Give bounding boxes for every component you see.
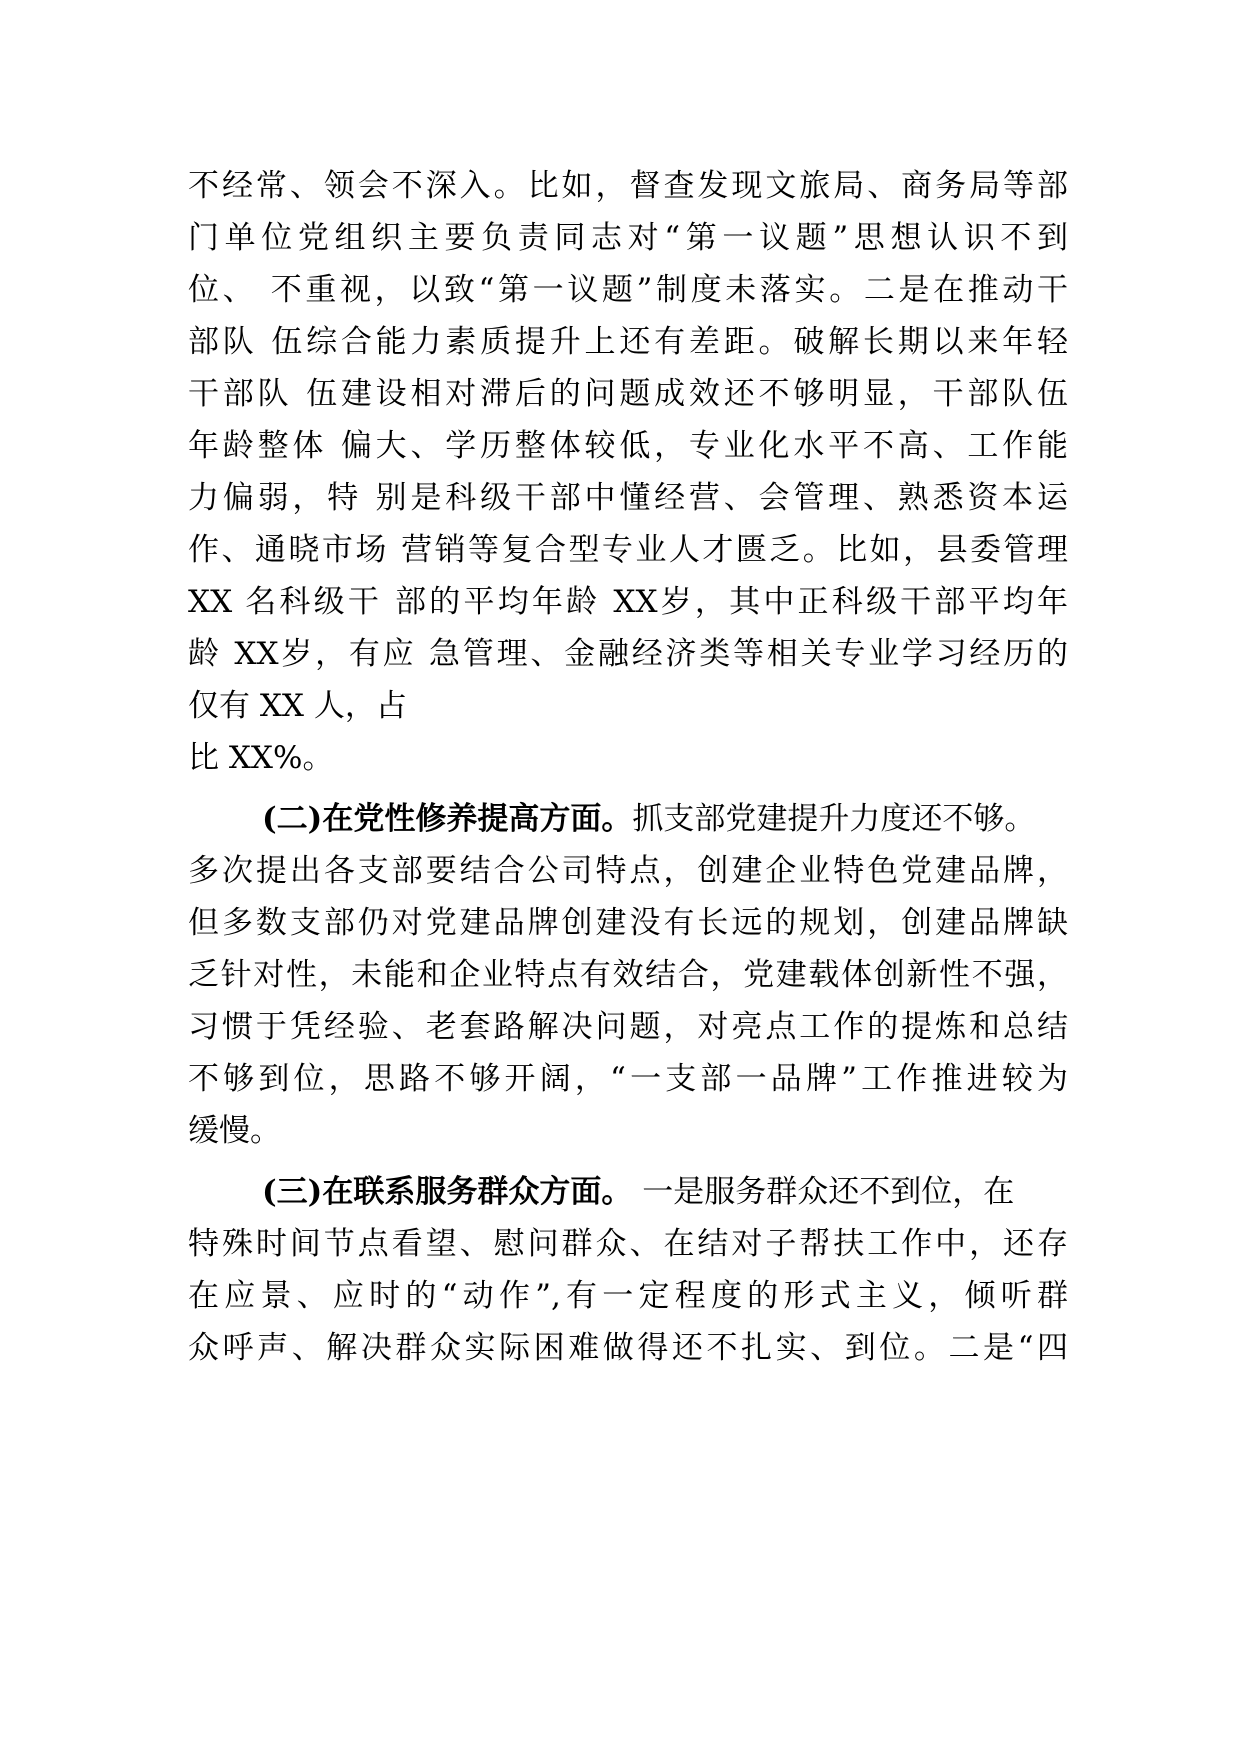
paragraph-first-line [262, 799, 1068, 839]
text-line: 作、通晓市场 营销等复合型专业人才匮乏。比如，县委管理 [188, 532, 1068, 568]
paragraph-first-line [262, 1172, 1068, 1212]
text-run: 一是服务群众还不到位，在 [632, 1174, 1015, 1210]
text-line: 仅有 XX 人，占 [188, 688, 407, 724]
text-line: 特殊时间节点看望、慰问群众、在结对子帮扶工作中，还存 [188, 1226, 1068, 1262]
section-heading: (二)在党性修养提高方面。 [262, 801, 633, 837]
text-line: 乏针对性，未能和企业特点有效结合，党建载体创新性不强， [188, 957, 1068, 993]
text-line: 干部队 伍建设相对滞后的问题成效还不够明显，干部队伍 [188, 376, 1068, 412]
text-line: 不够到位，思路不够开阔，“一支部一品牌”工作推进较为 [188, 1061, 1068, 1097]
text-line: 不经常、领会不深入。比如，督查发现文旅局、商务局等部 [188, 168, 1068, 204]
text-line: 在应景、应时的“动作”,有一定程度的形式主义，倾听群 [188, 1278, 1068, 1314]
text-line: 多次提出各支部要结合公司特点，创建企业特色党建品牌， [188, 853, 1068, 889]
text-line: 部队 伍综合能力素质提升上还有差距。破解长期以来年轻 [188, 324, 1068, 360]
text-line: 比 XX%。 [188, 740, 334, 776]
text-line: 龄 XX岁，有应 急管理、金融经济类等相关专业学习经历的 [188, 636, 1068, 672]
text-line: 门单位党组织主要负责同志对“第一议题”思想认识不到 [188, 220, 1068, 256]
text-line: 缓慢。 [188, 1113, 281, 1149]
text-line: XX 名科级干 部的平均年龄 XX岁，其中正科级干部平均年 [188, 584, 1068, 620]
text-line: 力偏弱，特 别是科级干部中懂经营、会管理、熟悉资本运 [188, 480, 1068, 516]
text-line: 年龄整体 偏大、学历整体较低，专业化水平不高、工作能 [188, 428, 1068, 464]
section-heading: (三)在联系服务群众方面。 [262, 1174, 633, 1210]
text-line: 但多数支部仍对党建品牌创建没有长远的规划，创建品牌缺 [188, 905, 1068, 941]
text-line: 习惯于凭经验、老套路解决问题，对亮点工作的提炼和总结 [188, 1009, 1068, 1045]
text-line: 位、 不重视，以致“第一议题”制度未落实。二是在推动干 [188, 272, 1068, 308]
text-run: 抓支部党建提升力度还不够。 [632, 801, 1036, 837]
text-line: 众呼声、解决群众实际困难做得还不扎实、到位。二是“四 [188, 1330, 1068, 1366]
